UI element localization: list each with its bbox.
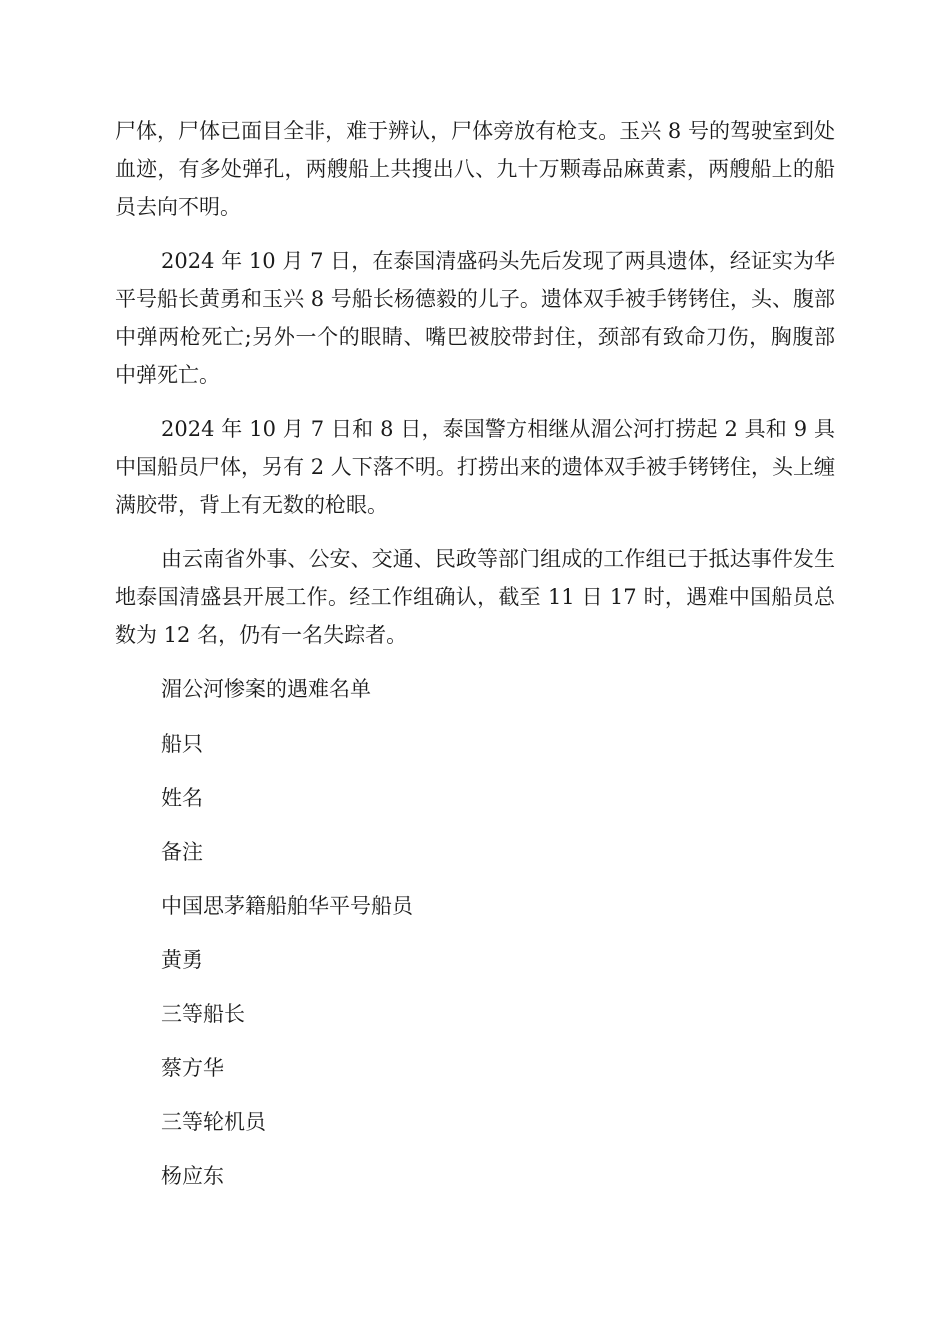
entry-name: 黄勇 <box>161 948 203 972</box>
paragraph-continued: 尸体，尸体已面目全非，难于辨认，尸体旁放有枪支。玉兴 8 号的驾驶室到处血迹，有多处弹孔，两艘船上共搜出八、九十万颗毒品麻黄素，两艘船上的船员去向不明。 <box>115 119 835 219</box>
victim-list-title: 湄公河惨案的遇难名单 <box>161 677 371 701</box>
header-name: 姓名 <box>161 786 203 810</box>
entry-remark: 三等轮机员 <box>161 1110 266 1134</box>
header-ship: 船只 <box>161 732 203 756</box>
entry-name: 杨应东 <box>161 1164 224 1188</box>
paragraph-crew-recovered: 2024 年 10 月 7 日和 8 日，泰国警方相继从湄公河打捞起 2 具和 9 具中国船员尸体，另有 2 人下落不明。打捞出来的遗体双手被手铐铐住，头上缠满胶带，背上有无数的枪眼。 <box>115 417 835 517</box>
entry-ship: 中国思茅籍船舶华平号船员 <box>161 894 413 918</box>
header-remark: 备注 <box>161 840 203 864</box>
entry-name: 蔡方华 <box>161 1056 224 1080</box>
paragraph-bodies-found: 2024 年 10 月 7 日，在泰国清盛码头先后发现了两具遗体，经证实为华平号船长黄勇和玉兴 8 号船长杨德毅的儿子。遗体双手被手铐铐住，头、腹部中弹两枪死亡;另外一个的眼睛、嘴巴被胶带封住，颈部有致命刀伤，胸腹部中弹死亡。 <box>115 249 835 387</box>
entry-remark: 三等船长 <box>161 1002 245 1026</box>
paragraph-working-group: 由云南省外事、公安、交通、民政等部门组成的工作组已于抵达事件发生地泰国清盛县开展工作。经工作组确认，截至 11 日 17 时，遇难中国船员总数为 12 名，仍有一名失踪者。 <box>115 547 835 647</box>
